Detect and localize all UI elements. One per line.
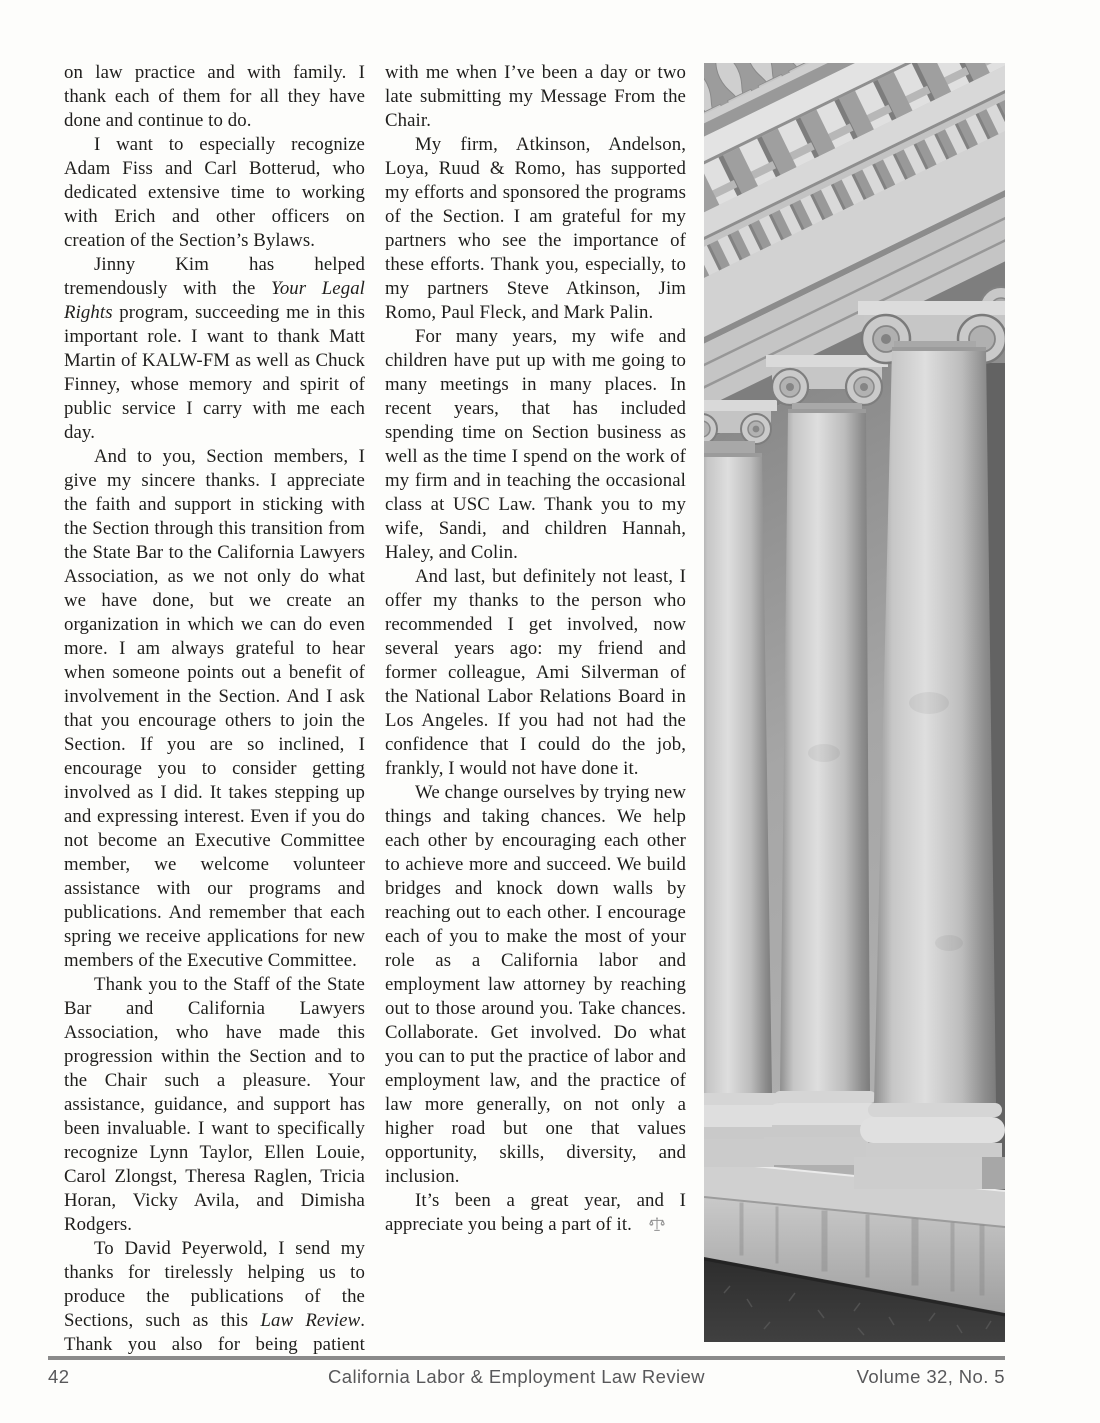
journal-title: California Labor & Employment Law Review: [328, 1366, 705, 1387]
text-run: And last, but definitely not least, I offer my thanks to the person who recommended I get involved, now several years ago: my friend and former colleague, Ami Silverman of the National Labor Relations Board in Los Angeles. If you had not had the confidence that I could do the job, frankly, I would not have done it.: [385, 566, 686, 779]
paragraph: [385, 133, 686, 325]
paragraph: [64, 61, 365, 133]
text-run: We change ourselves by trying new things and taking chances. We help each other by encouraging each other to achieve more and succeed. We build bridges and knock down walls by reaching out to each other. I encourage each of you to make the most of your role as a California labor and employment law attorney by reaching out to those around you. Take chances. Collaborate. Get involved. Do what you can to put the practice of labor and employment law, and the practice of law more generally, on not only a higher road but one that values opportunity, skills, diversity, and inclusion.: [385, 782, 686, 1187]
text-run: To David Peyerwold, I send my thanks for tirelessly helping us to produce the publications of the Sections, such as this: [64, 1238, 365, 1331]
paragraph: [385, 781, 686, 1189]
paragraph: [64, 973, 365, 1237]
paragraph: [64, 445, 365, 973]
text-run: I want to especially recognize Adam Fiss and Carl Botterud, who dedicated extensive time to working with Erich and other officers on creation of the Section’s Bylaws.: [64, 134, 365, 251]
paragraph: [385, 565, 686, 781]
text-run: For many years, my wife and children have put up with me going to many meetings in many places. In recent years, that has included spending time on Section business as well as the time I spend on the work of my firm and in teaching the occasional class at USC Law. Thank you to my wife, Sandi, and children Hannah, Haley, and Colin.: [385, 326, 686, 563]
text-run: with me when I’ve been a day or two late submitting my Message From the Chair.: [385, 62, 686, 131]
text-run: Jinny Kim has helped tremendously with the: [64, 254, 365, 299]
paragraph: [385, 61, 686, 133]
paragraph: [385, 325, 686, 565]
paragraph: [64, 1237, 365, 1357]
page-footer: [48, 1366, 1005, 1388]
column-shaft: [704, 455, 772, 1093]
paragraph: [64, 253, 365, 445]
scales-of-justice-icon: [649, 1216, 665, 1232]
column-shaft: [874, 349, 996, 1103]
text-run: And to you, Section members, I give my sincere thanks. I appreciate the faith and support in sticking with the Section through this transition from the State Bar to the California Lawyers Association, as we not only do what we have done, but we create an organization in which we can do even more. I am always grateful to hear when someone points out a benefit of involvement in the Section. And I ask that you encourage others to join the Section. If you are so inclined, I encourage you to consider getting involved as I did. It takes stepping up and expressing interest. Even if you do not become an Executive Committee member, we welcome volunteer assistance with our programs and publications. And remember that each spring we receive applications for new members of the Executive Committee.: [64, 446, 365, 971]
text-column-left: [64, 61, 365, 1361]
text-run: program, succeeding me in this important role. I want to thank Matt Martin of KALW-FM as well as Chuck Finney, whose memory and spirit of public service I carry with me each day.: [64, 302, 365, 443]
columns-photo-art: [704, 63, 1005, 1342]
text-run: Thank you to the Staff of the State Bar and California Lawyers Association, who have made this progression within the Section and to the Chair such a pleasure. Your assistance, guidance, and support has been invaluable. I want to specifically recognize Lynn Taylor, Ellen Louie, Carol Zlongst, Theresa Raglen, Tricia Horan, Vicky Avila, and Dimisha Rodgers.: [64, 974, 365, 1235]
italic-text-run: Your Legal Rights: [64, 278, 365, 323]
page-number: 42: [48, 1366, 70, 1387]
text-run: . Thank you also for being patient: [64, 1310, 365, 1355]
volume-number: Volume 32, No. 5: [856, 1366, 1005, 1387]
text-run: My firm, Atkinson, Andelson, Loya, Ruud & Romo, has supported my efforts and sponsored the programs of the Section. I am grateful for my partners who see the importance of these efforts. Thank you, especially, to my partners Steve Atkinson, Jim Romo, Paul Fleck, and Mark Palin.: [385, 134, 686, 323]
footer-rule: [48, 1356, 1005, 1360]
text-run: It’s been a great year, and I appreciate you being a part of it.: [385, 1190, 686, 1235]
text-run: on law practice and with family. I thank each of them for all they have done and continue to do.: [64, 62, 365, 131]
columns-photo: [704, 63, 1005, 1342]
paragraph: [64, 133, 365, 253]
text-column-middle: [385, 61, 686, 1361]
italic-text-run: Law Review: [260, 1310, 361, 1331]
paragraph: [385, 1189, 686, 1237]
